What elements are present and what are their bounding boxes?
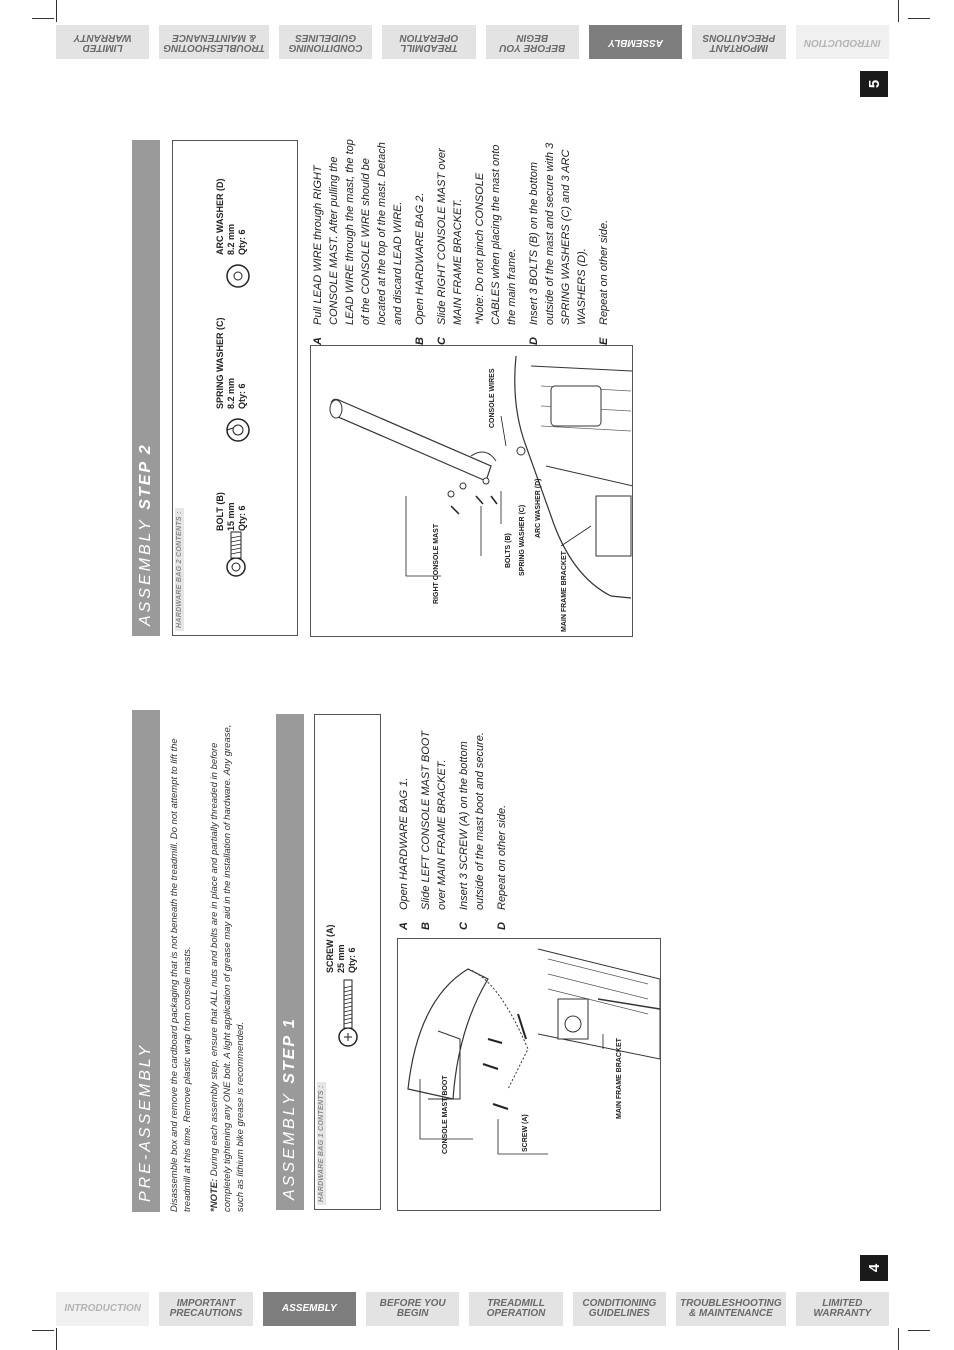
tab-conditioning-guidelines[interactable]: CONDITIONING GUIDELINES — [279, 25, 372, 59]
step-letter: A — [312, 337, 324, 345]
callout-spring-washer-c: SPRING WASHER (C) — [519, 504, 526, 576]
step1-b — [418, 720, 450, 930]
hw-size: 8.2 mm — [226, 377, 236, 409]
hardware-box-title: HARDWARE BAG 2 CONTENTS : — [175, 508, 184, 631]
crop-mark — [32, 1330, 54, 1331]
hw-spring-washer-c — [215, 317, 248, 409]
hardware-box-frame — [314, 714, 381, 1210]
step2-band — [132, 140, 160, 636]
step2-instructions — [310, 137, 650, 345]
note-label: *NOTE: — [209, 1178, 220, 1212]
tab-before-you-begin[interactable]: BEFORE YOU BEGIN — [366, 1292, 459, 1326]
step1-title-b: STEP 1 — [281, 1017, 298, 1084]
step1-hardware-box — [314, 714, 381, 1210]
hw-arc-washer-d — [215, 179, 248, 256]
step2-title — [132, 140, 160, 636]
crop-mark — [898, 0, 899, 22]
step1-list — [396, 720, 516, 930]
step-text: *Note: Do not pinch CONSOLE CABLES when placing the mast onto the main frame. — [474, 144, 518, 325]
tab-introduction[interactable]: INTRODUCTION — [796, 25, 889, 59]
callout-right-console-mast: RIGHT CONSOLE MAST — [433, 523, 440, 604]
arc-washer-icon — [225, 263, 251, 289]
tab-troubleshooting-maintenance[interactable]: TROUBLESHOOTING & MAINTENANCE — [159, 25, 269, 59]
tab-limited-warranty[interactable]: LIMITED WARRANTY — [796, 1292, 889, 1326]
bolt-icon — [221, 527, 251, 577]
step-text: Insert 3 BOLTS (B) on the bottom outside of the mast and secure with 3 SPRING WASHERS (C) and 3 ARC WASHERS (D). — [528, 142, 588, 325]
step-letter: B — [420, 922, 432, 930]
hw-size: 25 mm — [336, 944, 346, 973]
tab-treadmill-operation[interactable]: TREADMILL OPERATION — [382, 25, 475, 59]
step2-b — [412, 137, 428, 345]
callout-arc-washer-d: ARC WASHER (D) — [535, 478, 542, 538]
step-text: Insert 3 SCREW (A) on the bottom outside of the mast boot and secure. — [458, 732, 486, 910]
step-text: Repeat on other side. — [598, 219, 610, 325]
step-text: Repeat on other side. — [496, 804, 508, 910]
step-letter: D — [528, 337, 540, 345]
page-number: 4 — [860, 1255, 888, 1281]
step-text: Open HARDWARE BAG 2. — [414, 192, 426, 325]
callout-bolts-b: BOLTS (B) — [505, 533, 512, 568]
step2-e — [596, 137, 612, 345]
hw-name: SPRING WASHER (C) — [215, 317, 225, 409]
step-letter: A — [398, 922, 410, 930]
step-letter: D — [496, 922, 508, 930]
hw-screw-a — [325, 925, 358, 974]
tab-assembly[interactable]: ASSEMBLY — [589, 25, 682, 59]
pre-assembly-note — [208, 712, 247, 1212]
hw-size: 8.2 mm — [226, 223, 236, 255]
spring-washer-icon — [225, 417, 251, 443]
step-text: Slide RIGHT CONSOLE MAST over MAIN FRAME BRACKET. — [436, 148, 464, 325]
hw-qty: Qty: 6 — [347, 947, 357, 973]
step2-hardware-box — [172, 140, 298, 636]
hw-name: BOLT (B) — [215, 492, 225, 531]
hardware-box-title: HARDWARE BAG 1 CONTENTS : — [317, 1082, 326, 1205]
callout-main-frame-bracket: MAIN FRAME BRACKET — [616, 1038, 623, 1119]
crop-mark — [908, 18, 930, 19]
tab-introduction[interactable]: INTRODUCTION — [56, 1292, 149, 1326]
step2-list — [310, 137, 618, 345]
step-letter — [472, 325, 520, 345]
step2-title-b: STEP 2 — [137, 443, 154, 510]
pre-assembly-title-text: PRE-ASSEMBLY — [137, 1042, 154, 1202]
hw-qty: Qty: 6 — [237, 229, 247, 255]
callout-screw-a: SCREW (A) — [522, 1114, 529, 1152]
step-text: Pull LEAD WIRE through RIGHT CONSOLE MAST. After pulling the LEAD WIRE through the mast, the top of the CONSOLE WIRE should be located at the top of the mast. Detach and discard LEAD WIRE. — [312, 139, 404, 325]
crop-mark — [32, 18, 54, 19]
tab-limited-warranty[interactable]: LIMITED WARRANTY — [56, 25, 149, 59]
hw-name: SCREW (A) — [325, 924, 335, 973]
tab-troubleshooting-maintenance[interactable]: TROUBLESHOOTING & MAINTENANCE — [676, 1292, 786, 1326]
step-letter: E — [598, 337, 610, 345]
crop-mark — [898, 1328, 899, 1350]
tab-important-precautions[interactable]: IMPORTANT PRECAUTIONS — [159, 1292, 252, 1326]
step1-title — [276, 714, 304, 1210]
step2-c — [434, 137, 466, 345]
step1-band — [276, 714, 304, 1210]
tab-assembly[interactable]: ASSEMBLY — [263, 1292, 356, 1326]
page-number: 5 — [860, 71, 888, 97]
nav-tabs-top — [56, 25, 889, 59]
step-text: Open HARDWARE BAG 1. — [398, 777, 410, 910]
note-text: During each assembly step, ensure that ALL nuts and bolts are in place and partially threaded in before completely tightening any ONE bolt. A light application of grease may aid in the installation of hardware. Any grease, such as lithium bike grease is recommended. — [209, 724, 246, 1212]
hardware-box-frame — [172, 140, 298, 636]
hw-name: ARC WASHER (D) — [215, 178, 225, 255]
screw-icon — [333, 975, 363, 1047]
hw-qty: Qty: 6 — [237, 505, 247, 531]
hw-qty: Qty: 6 — [237, 383, 247, 409]
tab-treadmill-operation[interactable]: TREADMILL OPERATION — [469, 1292, 562, 1326]
step-letter: C — [436, 337, 448, 345]
tab-conditioning-guidelines[interactable]: CONDITIONING GUIDELINES — [573, 1292, 666, 1326]
crop-mark — [56, 0, 57, 22]
tab-important-precautions[interactable]: IMPORTANT PRECAUTIONS — [692, 25, 785, 59]
step2-note — [472, 137, 520, 345]
step2-d — [526, 137, 590, 345]
console-mast-illustration — [311, 346, 633, 637]
pre-assembly-para: Disassemble box and remove the cardboard packaging that is not beneath the treadmill. Do not attempt to lift the treadmill at this time. Remove plastic wrap from console masts. — [169, 738, 193, 1212]
step1-instructions — [396, 720, 546, 930]
step1-a — [396, 720, 412, 930]
step2-a — [310, 137, 406, 345]
step2-diagram — [310, 345, 633, 637]
pre-assembly-title — [132, 710, 160, 1212]
step-text: Slide LEFT CONSOLE MAST BOOT over MAIN FRAME BRACKET. — [420, 730, 448, 910]
step-letter: C — [458, 922, 470, 930]
hw-size: 15 mm — [226, 502, 236, 531]
step1-c — [456, 720, 488, 930]
step1-d — [494, 720, 510, 930]
crop-mark — [908, 1330, 930, 1331]
step1-title-a: ASSEMBLY — [281, 1091, 298, 1200]
hw-bolt-b — [215, 492, 248, 531]
step-letter: B — [414, 337, 426, 345]
tab-before-you-begin[interactable]: BEFORE YOU BEGIN — [486, 25, 579, 59]
callout-console-wires: CONSOLE WIRES — [489, 368, 496, 428]
callout-main-frame-bracket: MAIN FRAME BRACKET — [561, 551, 568, 632]
step2-title-a: ASSEMBLY — [137, 517, 154, 626]
pre-assembly-text — [168, 712, 194, 1212]
crop-mark — [56, 1328, 57, 1350]
nav-tabs-bottom — [56, 1292, 889, 1326]
step1-diagram — [397, 938, 661, 1211]
callout-console-mast-boot: CONSOLE MAST BOOT — [442, 1075, 449, 1154]
